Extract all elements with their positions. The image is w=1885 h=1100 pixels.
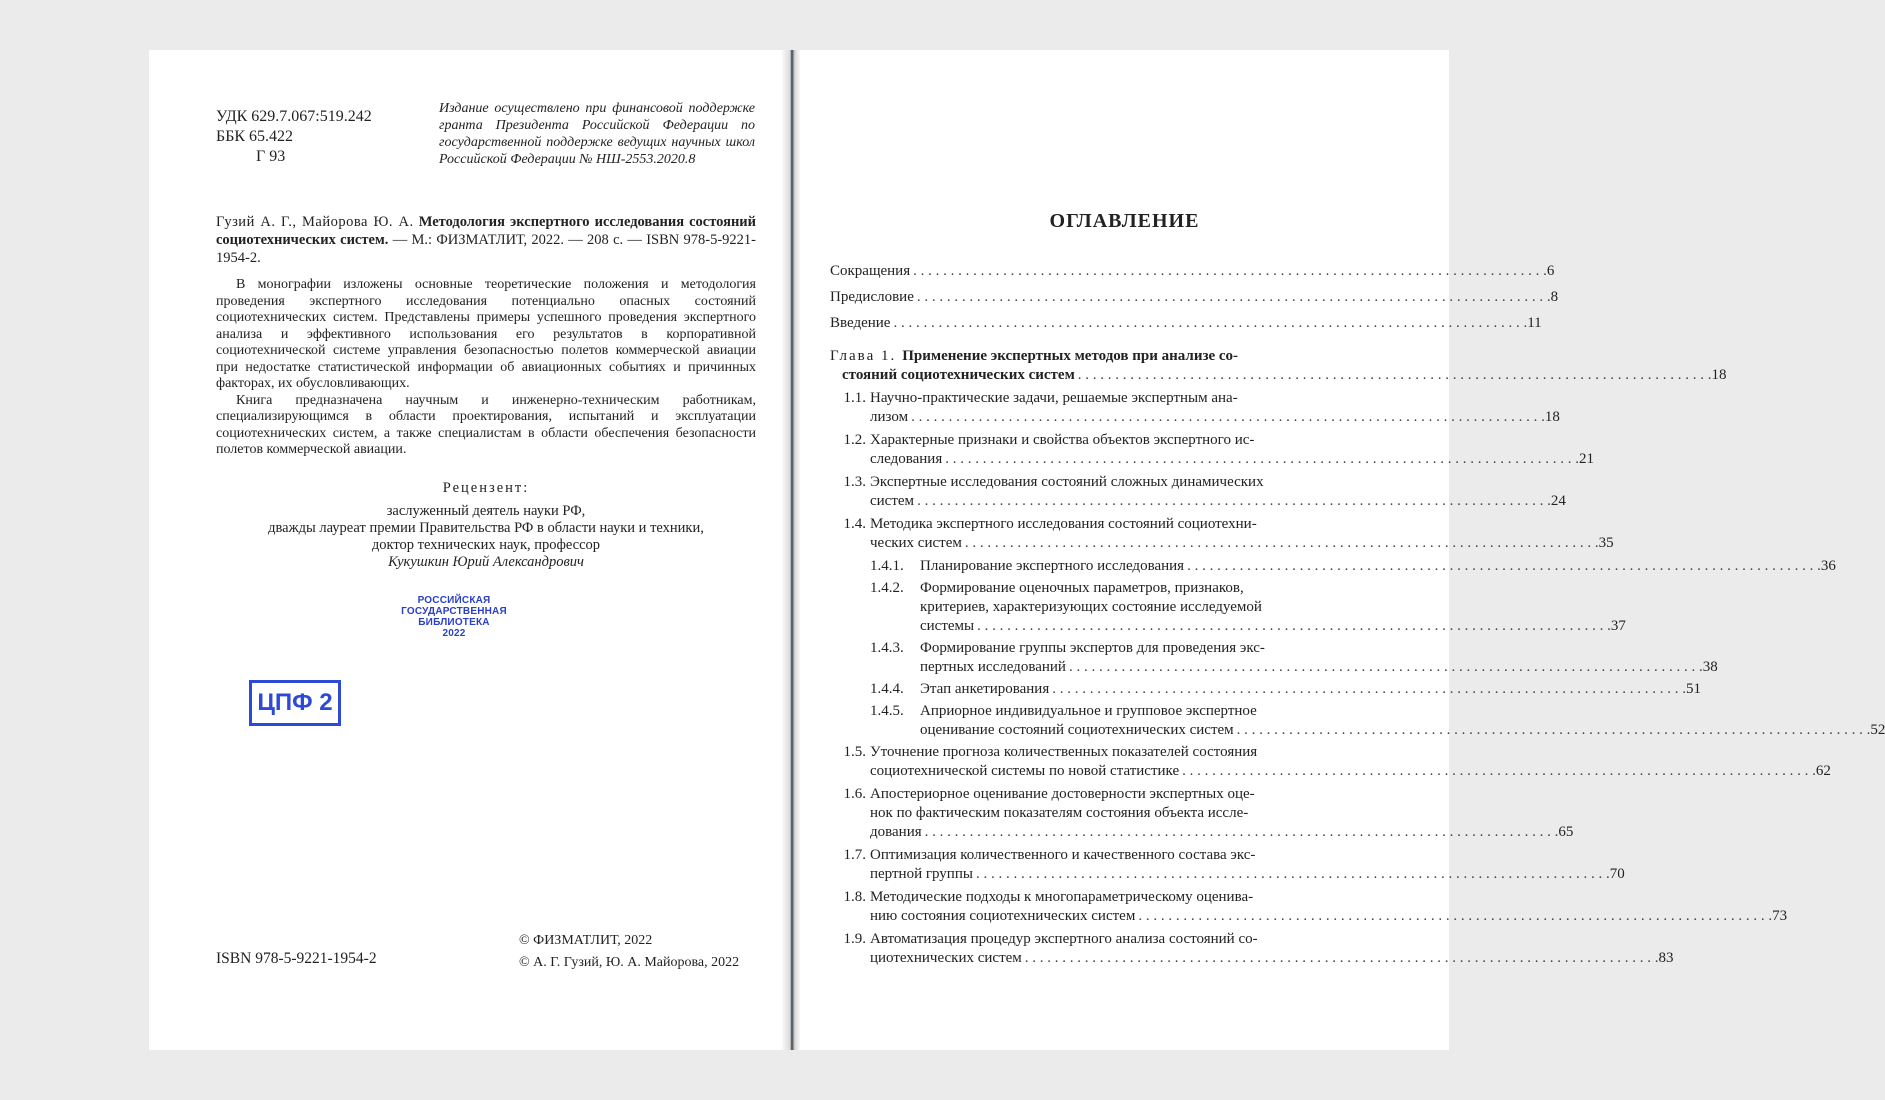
- toc-section-1-2[interactable]: [830, 431, 1594, 469]
- copyright-authors: © А. Г. Гузий, Ю. А. Майорова, 2022: [519, 955, 740, 970]
- toc-section-1-4[interactable]: [830, 515, 1614, 553]
- leader-dots: [945, 450, 1579, 469]
- section-title-line: ческих систем: [870, 535, 962, 551]
- contents-page: [800, 50, 1885, 1050]
- toc-page-number: 65: [1558, 824, 1574, 840]
- reviewer-name: Кукушкин Юрий Александрович: [388, 554, 584, 570]
- leader-dots: [1138, 907, 1772, 926]
- subsection-number: 1.4.4.: [870, 681, 904, 697]
- leader-dots: [917, 492, 1551, 511]
- subsection-number: 1.4.1.: [870, 558, 904, 574]
- toc-section-1-7[interactable]: [830, 846, 1625, 884]
- toc-section-1-9[interactable]: [830, 930, 1674, 968]
- section-title-line: Характерные признаки и свойства объектов экспертного ис-: [870, 432, 1255, 448]
- toc-page-number: 35: [1598, 535, 1614, 551]
- section-number: 1.1.: [843, 390, 866, 406]
- subsection-title-line: оценивание состояний социотехнических систем: [920, 722, 1234, 738]
- classification-codes: [216, 107, 372, 167]
- toc-entry-text: Предисловие: [830, 289, 914, 305]
- toc-subsection-1-4-3[interactable]: [830, 639, 1718, 677]
- leader-dots: [1182, 762, 1816, 781]
- section-title-line: пертной группы: [870, 866, 973, 882]
- biblio-details: — М.: ФИЗМАТЛИТ, 2022. — 208 с. — ISBN 978-5-9221-1954-2.: [216, 232, 756, 266]
- toc-section-1-8[interactable]: [830, 888, 1788, 926]
- section-title-line: дования: [870, 824, 922, 840]
- library-stamp: [389, 595, 519, 639]
- leader-dots: [965, 534, 1599, 553]
- reviewer-caption: Рецензент:: [442, 480, 530, 496]
- section-title-line: Оптимизация количественного и качественного состава экс-: [870, 847, 1256, 863]
- section-title-line: социотехнической системы по новой статистике: [870, 763, 1180, 779]
- subsection-title-line: Этап анкетирования: [920, 681, 1050, 697]
- toc-subsection-1-4-1[interactable]: [830, 557, 1836, 576]
- toc-subsection-1-4-2[interactable]: [830, 579, 1626, 636]
- subsection-title-line: критериев, характеризующих состояние исследуемой: [920, 599, 1262, 615]
- section-title-line: Научно-практические задачи, решаемые экспертным ана-: [870, 390, 1238, 406]
- toc-page-number: 70: [1609, 866, 1625, 882]
- chapter-prefix: Глава 1.: [830, 348, 897, 364]
- copyright-block: [519, 930, 739, 974]
- abstract-paragraph: Книга предназначена научным и инженерно-техническим работникам, специализирующимся в области проектирования, испытаний и эксплуатации социотехнических систем, а также специалистам в области обеспечения безопасности полетов коммерческой авиации.: [216, 392, 756, 457]
- biblio-authors: Гузий А. Г., Майорова Ю. А.: [216, 214, 414, 230]
- section-title-line: систем: [870, 493, 915, 509]
- toc-page-number: 24: [1550, 493, 1566, 509]
- leader-dots: [913, 262, 1547, 281]
- toc-page-number: 37: [1610, 618, 1626, 634]
- subsection-title-line: Формирование группы экспертов для проведения экс-: [920, 640, 1265, 656]
- grant-note: Издание осуществлено при финансовой поддержке гранта Президента Российской Федерации по государственной поддержке ведущих научных школ Российской Федерации № НШ-2553.2020.8: [439, 101, 755, 167]
- section-title-line: Автоматизация процедур экспертного анализа состояний со-: [870, 931, 1258, 947]
- leader-dots: [893, 314, 1527, 333]
- section-number: 1.4.: [843, 516, 866, 532]
- isbn: ISBN 978-5-9221-1954-2: [216, 950, 377, 967]
- section-title-line: Методика экспертного исследования состояний социотехни-: [870, 516, 1257, 532]
- library-stamp-line: РОССИЙСКАЯ: [417, 595, 491, 606]
- toc-page-number: 36: [1820, 558, 1836, 574]
- toc-chapter-1[interactable]: [830, 347, 1727, 385]
- toc-entry-introduction[interactable]: [830, 314, 1542, 333]
- bbk-code: ББК 65.422: [216, 128, 294, 145]
- author-sign: Г 93: [256, 148, 286, 165]
- leader-dots: [925, 823, 1559, 842]
- copyright-page: [149, 50, 782, 1050]
- toc-page-number: 38: [1702, 659, 1718, 675]
- reviewer-block: [216, 480, 756, 571]
- section-title-line: циотехнических систем: [870, 950, 1022, 966]
- section-title-line: Уточнение прогноза количественных показателей состояния: [870, 744, 1258, 760]
- table-of-contents: [830, 262, 1885, 972]
- toc-section-1-5[interactable]: [830, 743, 1831, 781]
- toc-section-1-6[interactable]: [830, 785, 1574, 842]
- subsection-number: 1.4.2.: [870, 580, 904, 596]
- section-number: 1.7.: [843, 847, 866, 863]
- toc-page-number: 18: [1544, 409, 1560, 425]
- subsection-title-line: Формирование оценочных параметров, признаков,: [920, 580, 1244, 596]
- cpf-stamp: ЦПФ 2: [249, 680, 341, 726]
- subsection-title-line: системы: [920, 618, 975, 634]
- toc-entry-text: Введение: [830, 315, 891, 331]
- leader-dots: [1078, 366, 1712, 385]
- toc-page-number: 73: [1772, 908, 1788, 924]
- toc-subsection-1-4-4[interactable]: [830, 680, 1701, 699]
- toc-page-number: 6: [1546, 263, 1555, 279]
- chapter-title-line: стояний социотехнических систем: [842, 367, 1075, 383]
- subsection-title-line: пертных исследований: [920, 659, 1066, 675]
- leader-dots: [977, 617, 1611, 636]
- section-title-line: Апостериорное оценивание достоверности экспертных оце-: [870, 786, 1255, 802]
- reviewer-line: заслуженный деятель науки РФ,: [386, 503, 586, 519]
- section-title-line: нию состояния социотехнических систем: [870, 908, 1136, 924]
- chapter-title-line: Применение экспертных методов при анализе со-: [902, 348, 1239, 364]
- section-title-line: лизом: [870, 409, 909, 425]
- book-gutter: [782, 50, 800, 1050]
- leader-dots: [911, 408, 1545, 427]
- toc-page-number: 52: [1870, 722, 1885, 738]
- subsection-number: 1.4.3.: [870, 640, 904, 656]
- leader-dots: [1069, 658, 1703, 677]
- book-spread: [149, 50, 1885, 1050]
- toc-page-number: 21: [1578, 451, 1594, 467]
- toc-entry-preface[interactable]: [830, 288, 1559, 307]
- udk-code: УДК 629.7.067:519.242: [216, 108, 372, 125]
- section-number: 1.9.: [843, 931, 866, 947]
- section-number: 1.8.: [843, 889, 866, 905]
- biblio-title: Методология экспертного исследования состояний социотехнических систем.: [216, 214, 757, 248]
- section-number: 1.2.: [843, 432, 866, 448]
- toc-subsection-1-4-5[interactable]: [830, 702, 1885, 740]
- leader-dots: [1052, 680, 1686, 699]
- abstract-paragraph: В монографии изложены основные теоретические положения и методология проведения экспертного исследования потенциально опасных состояний социотехнических систем. Представлены примеры успешного проведения экспертного анализа и эффективного использования его результатов в корпоративной социотехнической системе управления безопасностью полетов коммерческой авиации при недостатке статистической информации об авиационных событиях и причинных факторах, их обусловливающих.: [216, 277, 756, 391]
- section-number: 1.3.: [843, 474, 866, 490]
- section-title-line: следования: [870, 451, 943, 467]
- library-stamp-line: ГОСУДАРСТВЕННАЯ: [401, 606, 507, 617]
- section-number: 1.5.: [843, 744, 866, 760]
- section-number: 1.6.: [843, 786, 866, 802]
- toc-entry-abbreviations[interactable]: [830, 262, 1555, 281]
- leader-dots: [1237, 721, 1871, 740]
- reviewer-line: дважды лауреат премии Правительства РФ в области науки и техники,: [268, 520, 704, 536]
- toc-page-number: 62: [1815, 763, 1831, 779]
- toc-section-1-1[interactable]: [830, 389, 1560, 427]
- section-title-line: Экспертные исследования состояний сложных динамических: [870, 474, 1264, 490]
- leader-dots: [1187, 557, 1821, 576]
- toc-section-1-3[interactable]: [830, 473, 1566, 511]
- leader-dots: [1025, 949, 1659, 968]
- bibliographic-record: [216, 213, 756, 267]
- toc-page-number: 51: [1685, 681, 1701, 697]
- subsection-title-line: Априорное индивидуальное и групповое экспертное: [920, 703, 1257, 719]
- copyright-publisher: © ФИЗМАТЛИТ, 2022: [519, 933, 653, 948]
- toc-title: ОГЛАВЛЕНИЕ: [1049, 210, 1200, 232]
- toc-page-number: 11: [1527, 315, 1542, 331]
- subsection-title-line: Планирование экспертного исследования: [920, 558, 1185, 574]
- library-stamp-line: 2022: [442, 628, 466, 639]
- section-title-line: Методические подходы к многопараметрическому оценива-: [870, 889, 1254, 905]
- leader-dots: [917, 288, 1551, 307]
- abstract: [216, 277, 756, 459]
- toc-page-number: 8: [1550, 289, 1559, 305]
- library-stamp-line: БИБЛИОТЕКА: [418, 617, 490, 628]
- toc-page-number: 18: [1711, 367, 1727, 383]
- toc-page-number: 83: [1658, 950, 1674, 966]
- toc-entry-text: Сокращения: [830, 263, 911, 279]
- leader-dots: [976, 865, 1610, 884]
- section-title-line: нок по фактическим показателям состояния объекта иссле-: [870, 805, 1249, 821]
- subsection-number: 1.4.5.: [870, 703, 904, 719]
- reviewer-line: доктор технических наук, профессор: [371, 537, 601, 553]
